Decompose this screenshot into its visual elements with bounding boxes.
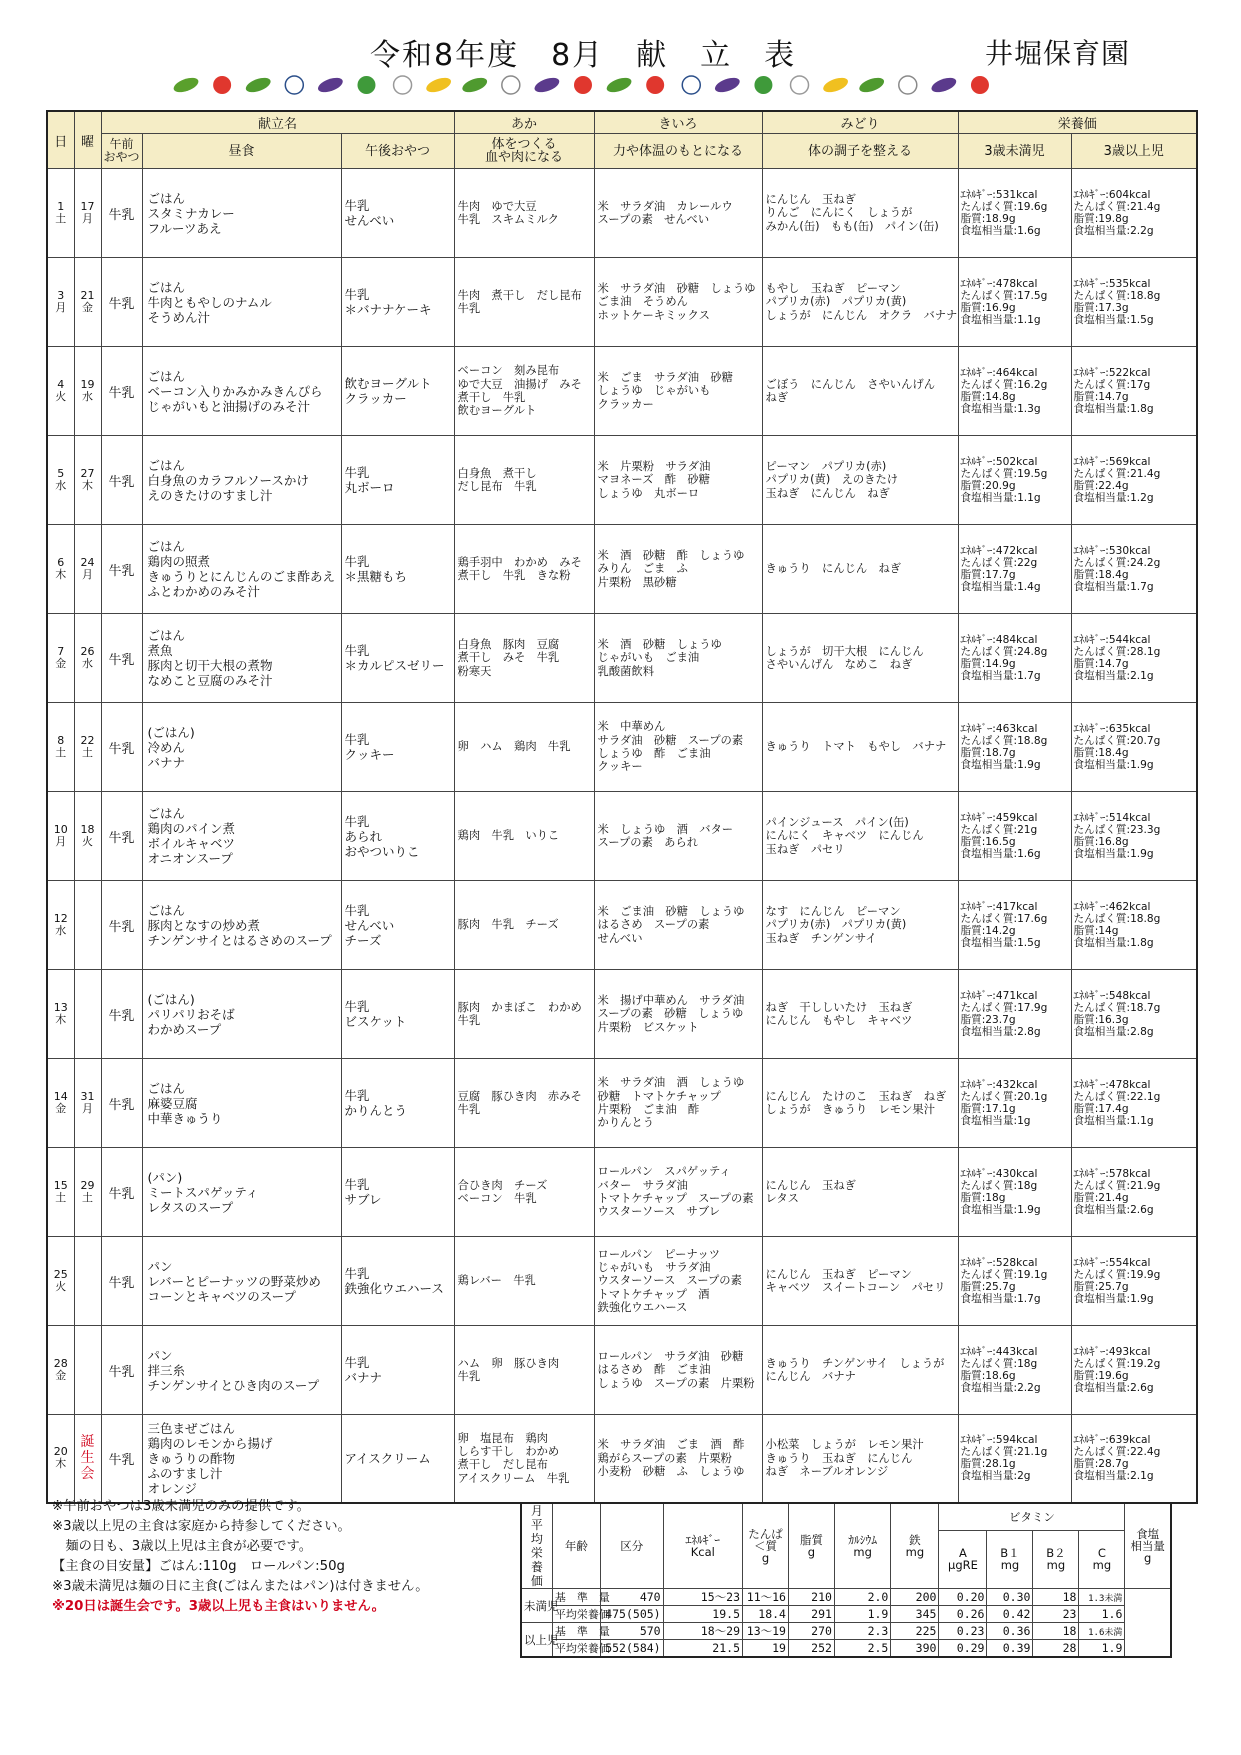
- day-cell: 28 金: [47, 1326, 74, 1415]
- nutrition-value-b1: 0.23: [939, 1623, 987, 1640]
- nutrition-value-ca: 291: [788, 1606, 834, 1623]
- nutrition-value-b2: 0.42: [987, 1606, 1033, 1623]
- nutrition-value-fe: 2.5: [834, 1640, 890, 1658]
- nutrition-header-energy: ｴﾈﾙｷﾞｰ Kcal: [663, 1503, 742, 1589]
- menu-row: [47, 1415, 1197, 1503]
- menu-row: [47, 1326, 1197, 1415]
- header-menu-name: 献立名: [101, 111, 454, 134]
- morning-snack-cell: 牛乳: [101, 792, 142, 881]
- nutrition-row: [521, 1640, 1171, 1658]
- nutrition-value-fe: 2.0: [834, 1589, 890, 1606]
- school-name: 井堀保育園: [985, 37, 1131, 70]
- nutrition-header-age: 年齢: [552, 1503, 600, 1589]
- midori-cell: しょうが 切干大根 にんじん さやいんげん なめこ ねぎ: [762, 614, 958, 703]
- aka-cell: ハム 卵 豚ひき肉 牛乳: [454, 1326, 594, 1415]
- menu-row: [47, 436, 1197, 525]
- decoration-strip: [168, 74, 998, 96]
- header-kiiro: きいろ: [594, 111, 762, 134]
- day-cell: 13 木: [47, 970, 74, 1059]
- afternoon-snack-cell: 牛乳 丸ボーロ: [341, 436, 454, 525]
- nutrition-over3-cell: ｴﾈﾙｷﾞｰ:548kcal たんぱく質:18.7g 脂質:16.3g 食塩相当量:2.8g: [1071, 970, 1197, 1059]
- nutrition-over3-cell: ｴﾈﾙｷﾞｰ:493kcal たんぱく質:19.2g 脂質:19.6g 食塩相当量:2.6g: [1071, 1326, 1197, 1415]
- menu-row: [47, 970, 1197, 1059]
- nutrition-value-c: 18: [1033, 1623, 1079, 1640]
- nutrition-value-fat: 13～19: [743, 1623, 789, 1640]
- nutrition-over3-cell: ｴﾈﾙｷﾞｰ:530kcal たんぱく質:24.2g 脂質:18.4g 食塩相当量:1.7g: [1071, 525, 1197, 614]
- penguin-icon: [285, 76, 303, 94]
- nutrition-value-fat: 19: [743, 1640, 789, 1658]
- afternoon-snack-cell: 牛乳 ＊バナナケーキ: [341, 258, 454, 347]
- eggplant-icon: [533, 75, 562, 95]
- nutrition-value-c: 23: [1033, 1606, 1079, 1623]
- morning-snack-cell: 牛乳: [101, 436, 142, 525]
- monthly-nutrition-table: [520, 1502, 1172, 1658]
- afternoon-snack-cell: 牛乳 せんべい: [341, 169, 454, 258]
- lunch-cell: ごはん 豚肉となすの炒め煮 チンゲンサイとはるさめのスープ: [142, 881, 341, 970]
- header-day: 日: [47, 111, 74, 169]
- midori-cell: にんじん 玉ねぎ ピーマン キャベツ スイートコーン パセリ: [762, 1237, 958, 1326]
- nutrition-under3-cell: ｴﾈﾙｷﾞｰ:464kcal たんぱく質:16.2g 脂質:14.8g 食塩相当量:1.3g: [958, 347, 1071, 436]
- nutrition-value-fe: 1.9: [834, 1606, 890, 1623]
- nutrition-header-vitamin-c: C mg: [1079, 1530, 1125, 1588]
- pepper-icon: [754, 76, 772, 94]
- morning-snack-cell: 牛乳: [101, 347, 142, 436]
- kiiro-cell: 米 酒 砂糖 しょうゆ じゃがいも ごま油 乳酸菌飲料: [594, 614, 762, 703]
- nutrition-over3-cell: ｴﾈﾙｷﾞｰ:604kcal たんぱく質:21.4g 脂質:19.8g 食塩相当量:2.2g: [1071, 169, 1197, 258]
- aka-cell: 鶏手羽中 わかめ みそ 煮干し 牛乳 きな粉: [454, 525, 594, 614]
- midori-cell: きゅうり チンゲンサイ しょうが にんじん バナナ: [762, 1326, 958, 1415]
- weekday-cell: 18 火: [74, 792, 101, 881]
- aka-cell: 卵 塩昆布 鶏肉 しらす干し わかめ 煮干し だし昆布 アイスクリーム 牛乳: [454, 1415, 594, 1503]
- nutrition-under3-cell: ｴﾈﾙｷﾞｰ:502kcal たんぱく質:19.5g 脂質:20.9g 食塩相当量:1.1g: [958, 436, 1071, 525]
- nutrition-value-c: 18: [1033, 1589, 1079, 1606]
- eggplant-icon: [316, 75, 345, 95]
- mouse-icon: [899, 76, 917, 94]
- midori-cell: にんじん 玉ねぎ りんご にんにく しょうが みかん(缶) もも(缶) パイン(缶): [762, 169, 958, 258]
- lunch-cell: ごはん スタミナカレー フルーツあえ: [142, 169, 341, 258]
- nutrition-kubun: 平均栄養価: [552, 1606, 600, 1623]
- afternoon-snack-cell: 牛乳 ＊カルピスゼリー: [341, 614, 454, 703]
- aka-cell: 豚肉 牛乳 チーズ: [454, 881, 594, 970]
- nutrition-row: [521, 1623, 1171, 1640]
- nutrition-header-vitamin: ビタミン: [939, 1503, 1125, 1530]
- tomato-icon: [574, 76, 592, 94]
- kiiro-cell: 米 サラダ油 砂糖 しょうゆ ごま油 そうめん ホットケーキミックス: [594, 258, 762, 347]
- morning-snack-cell: 牛乳: [101, 169, 142, 258]
- kiiro-cell: 米 ごま油 砂糖 しょうゆ はるさめ スープの素 せんべい: [594, 881, 762, 970]
- nutrition-value-ca: 252: [788, 1640, 834, 1658]
- nutrition-kubun: 基 準 量: [552, 1589, 600, 1606]
- lunch-cell: ごはん 麻婆豆腐 中華きゅうり: [142, 1059, 341, 1148]
- cucumber-icon: [857, 75, 886, 95]
- header-kiiro-sub: 力や体温のもとになる: [594, 134, 762, 169]
- nutrition-under3-cell: ｴﾈﾙｷﾞｰ:528kcal たんぱく質:19.1g 脂質:25.7g 食塩相当量:1.7g: [958, 1237, 1071, 1326]
- weekday-cell: [74, 970, 101, 1059]
- day-cell: 6 木: [47, 525, 74, 614]
- weekday-cell: 19 水: [74, 347, 101, 436]
- weekday-cell: 17 月: [74, 169, 101, 258]
- nutrition-under3-cell: ｴﾈﾙｷﾞｰ:484kcal たんぱく質:24.8g 脂質:14.9g 食塩相当量:1.7g: [958, 614, 1071, 703]
- morning-snack-cell: 牛乳: [101, 881, 142, 970]
- nutrition-value-b2: 0.39: [987, 1640, 1033, 1658]
- nutrition-value-protein: 15～23: [663, 1589, 742, 1606]
- header-midori-sub: 体の調子を整える: [762, 134, 958, 169]
- day-cell: 4 火: [47, 347, 74, 436]
- morning-snack-cell: 牛乳: [101, 1148, 142, 1237]
- afternoon-snack-cell: 牛乳 かりんとう: [341, 1059, 454, 1148]
- lunch-cell: ごはん 煮魚 豚肉と切干大根の煮物 なめこと豆腐のみそ汁: [142, 614, 341, 703]
- aka-cell: 鶏肉 牛乳 いりこ: [454, 792, 594, 881]
- weekday-cell: 29 土: [74, 1148, 101, 1237]
- note-line: ※午前おやつは3歳未満児のみの提供です。: [52, 1499, 310, 1514]
- nutrition-row: [521, 1589, 1171, 1606]
- pepper-icon: [357, 76, 375, 94]
- header-midori: みどり: [762, 111, 958, 134]
- weekday-cell: 24 月: [74, 525, 101, 614]
- weekday-cell: 22 土: [74, 703, 101, 792]
- day-cell: 8 土: [47, 703, 74, 792]
- aka-cell: 豚肉 かまぼこ わかめ 牛乳: [454, 970, 594, 1059]
- rabbit-icon: [791, 76, 809, 94]
- nutrition-value-fe: 2.3: [834, 1623, 890, 1640]
- kiiro-cell: ロールパン ピーナッツ じゃがいも サラダ油 ウスターソース スープの素 トマトケチャップ 酒 鉄強化ウエハース: [594, 1237, 762, 1326]
- morning-snack-cell: 牛乳: [101, 258, 142, 347]
- nutrition-value-b1: 0.20: [939, 1589, 987, 1606]
- aka-cell: 合ひき肉 チーズ ベーコン 牛乳: [454, 1148, 594, 1237]
- header-aka: あか: [454, 111, 594, 134]
- midori-cell: きゅうり トマト もやし バナナ: [762, 703, 958, 792]
- day-cell: 15 土: [47, 1148, 74, 1237]
- nutrition-value-b1: 0.29: [939, 1640, 987, 1658]
- weekday-cell: 26 水: [74, 614, 101, 703]
- nutrition-value-b1: 0.26: [939, 1606, 987, 1623]
- nutrition-under3-cell: ｴﾈﾙｷﾞｰ:594kcal たんぱく質:21.1g 脂質:28.1g 食塩相当量:2g: [958, 1415, 1071, 1503]
- nutrition-over3-cell: ｴﾈﾙｷﾞｰ:535kcal たんぱく質:18.8g 脂質:17.3g 食塩相当量:1.5g: [1071, 258, 1197, 347]
- morning-snack-cell: 牛乳: [101, 1059, 142, 1148]
- afternoon-snack-cell: 牛乳 ビスケット: [341, 970, 454, 1059]
- nutrition-over3-cell: ｴﾈﾙｷﾞｰ:544kcal たんぱく質:28.1g 脂質:14.7g 食塩相当量:2.1g: [1071, 614, 1197, 703]
- nutrition-under3-cell: ｴﾈﾙｷﾞｰ:472kcal たんぱく質:22g 脂質:17.7g 食塩相当量:1.4g: [958, 525, 1071, 614]
- menu-row: [47, 1148, 1197, 1237]
- nutrition-value-ca: 270: [788, 1623, 834, 1640]
- nutrition-age-group: 以上児: [521, 1623, 552, 1658]
- day-cell: 7 金: [47, 614, 74, 703]
- eggplant-icon: [930, 75, 959, 95]
- nutrition-over3-cell: ｴﾈﾙｷﾞｰ:639kcal たんぱく質:22.4g 脂質:28.7g 食塩相当量:2.1g: [1071, 1415, 1197, 1503]
- nutrition-under3-cell: ｴﾈﾙｷﾞｰ:417kcal たんぱく質:17.6g 脂質:14.2g 食塩相当量:1.5g: [958, 881, 1071, 970]
- menu-row: [47, 881, 1197, 970]
- nutrition-value-energy: 570: [600, 1623, 663, 1640]
- midori-cell: 小松菜 しょうが レモン果汁 きゅうり 玉ねぎ にんじん ねぎ ネーブルオレンジ: [762, 1415, 958, 1503]
- cucumber-icon: [460, 75, 489, 95]
- tomato-icon: [213, 76, 231, 94]
- notes: [52, 1497, 512, 1617]
- midori-cell: ごぼう にんじん さやいんげん ねぎ: [762, 347, 958, 436]
- lunch-cell: ごはん 鶏肉の照煮 きゅうりとにんじんのごま酢あえ ふとわかめのみそ汁: [142, 525, 341, 614]
- day-cell: 20 木: [47, 1415, 74, 1503]
- tomato-icon: [646, 76, 664, 94]
- rabbit-icon: [394, 76, 412, 94]
- nutrition-value-energy: 475(505): [600, 1606, 663, 1623]
- nutrition-value-salt: 1.3未満: [1079, 1589, 1125, 1606]
- weekday-cell: [74, 1326, 101, 1415]
- nutrition-header-calcium: ｶﾙｼｳﾑ mg: [834, 1503, 890, 1589]
- nutrition-over3-cell: ｴﾈﾙｷﾞｰ:635kcal たんぱく質:20.7g 脂質:18.4g 食塩相当量:1.9g: [1071, 703, 1197, 792]
- nutrition-value-a: 225: [891, 1623, 939, 1640]
- midori-cell: パインジュース パイン(缶) にんにく キャベツ にんじん 玉ねぎ パセリ: [762, 792, 958, 881]
- midori-cell: なす にんじん ピーマン パプリカ(赤) パプリカ(黄) 玉ねぎ チンゲンサイ: [762, 881, 958, 970]
- header-weekday: 曜: [74, 111, 101, 169]
- aka-cell: 白身魚 豚肉 豆腐 煮干し みそ 牛乳 粉寒天: [454, 614, 594, 703]
- nutrition-under3-cell: ｴﾈﾙｷﾞｰ:432kcal たんぱく質:20.1g 脂質:17.1g 食塩相当量:1g: [958, 1059, 1071, 1148]
- aka-cell: 鶏レバー 牛乳: [454, 1237, 594, 1326]
- page-title: 令和8年度 8月 献 立 表: [370, 38, 797, 73]
- nutrition-value-a: 200: [891, 1589, 939, 1606]
- nutrition-kubun: 基 準 量: [552, 1623, 600, 1640]
- nutrition-under3-cell: ｴﾈﾙｷﾞｰ:443kcal たんぱく質:18g 脂質:18.6g 食塩相当量:2.2g: [958, 1326, 1071, 1415]
- weekday-cell: 27 木: [74, 436, 101, 525]
- nutrition-header-protein: たんぱ ＜質 g: [743, 1503, 789, 1589]
- nutrition-under3-cell: ｴﾈﾙｷﾞｰ:471kcal たんぱく質:17.9g 脂質:23.7g 食塩相当量:2.8g: [958, 970, 1071, 1059]
- note-line: 【主食の目安量】ごはん:110g ロールパン:50g: [52, 1559, 345, 1574]
- weekday-cell: 31 月: [74, 1059, 101, 1148]
- afternoon-snack-cell: 牛乳 せんべい チーズ: [341, 881, 454, 970]
- morning-snack-cell: 牛乳: [101, 614, 142, 703]
- day-cell: 1 土: [47, 169, 74, 258]
- note-line: 麺の日も、3歳以上児は主食が必要です。: [52, 1539, 313, 1554]
- day-cell: 25 火: [47, 1237, 74, 1326]
- nutrition-title: 月 平 均 栄 養 価: [521, 1503, 552, 1589]
- nutrition-header-salt: 食塩 相当量 g: [1125, 1503, 1171, 1589]
- nutrition-value-energy: 552(584): [600, 1640, 663, 1658]
- aka-cell: 卵 ハム 鶏肉 牛乳: [454, 703, 594, 792]
- nutrition-over3-cell: ｴﾈﾙｷﾞｰ:522kcal たんぱく質:17g 脂質:14.7g 食塩相当量:1.8g: [1071, 347, 1197, 436]
- aka-cell: 白身魚 煮干し だし昆布 牛乳: [454, 436, 594, 525]
- afternoon-snack-cell: 牛乳 サブレ: [341, 1148, 454, 1237]
- aka-cell: 牛肉 煮干し だし昆布 牛乳: [454, 258, 594, 347]
- nutrition-value-fat: 18.4: [743, 1606, 789, 1623]
- nutrition-value-protein: 18～29: [663, 1623, 742, 1640]
- day-cell: 12 水: [47, 881, 74, 970]
- kiiro-cell: 米 片栗粉 サラダ油 マヨネーズ 酢 砂糖 しょうゆ 丸ボーロ: [594, 436, 762, 525]
- kiiro-cell: 米 酒 砂糖 酢 しょうゆ みりん ごま ふ 片栗粉 黒砂糖: [594, 525, 762, 614]
- tomato-icon: [971, 76, 989, 94]
- cucumber-icon: [605, 75, 634, 95]
- nutrition-value-energy: 470: [600, 1589, 663, 1606]
- lunch-cell: ごはん 鶏肉のパイン煮 ボイルキャベツ オニオンスープ: [142, 792, 341, 881]
- header-lunch: 昼食: [142, 134, 341, 169]
- nutrition-value-a: 345: [891, 1606, 939, 1623]
- nutrition-value-c: 28: [1033, 1640, 1079, 1658]
- menu-row: [47, 169, 1197, 258]
- nutrition-value-ca: 210: [788, 1589, 834, 1606]
- afternoon-snack-cell: 牛乳 ＊黒糖もち: [341, 525, 454, 614]
- nutrition-under3-cell: ｴﾈﾙｷﾞｰ:478kcal たんぱく質:17.5g 脂質:16.9g 食塩相当量:1.1g: [958, 258, 1071, 347]
- menu-row: [47, 525, 1197, 614]
- menu-row: [47, 1059, 1197, 1148]
- weekday-cell: [74, 881, 101, 970]
- menu-row: [47, 614, 1197, 703]
- header-over3: 3歳以上児: [1071, 134, 1197, 169]
- kiiro-cell: 米 しょうゆ 酒 バター スープの素 あられ: [594, 792, 762, 881]
- penguin-icon: [682, 76, 700, 94]
- afternoon-snack-cell: 牛乳 鉄強化ウエハース: [341, 1237, 454, 1326]
- nutrition-under3-cell: ｴﾈﾙｷﾞｰ:531kcal たんぱく質:19.6g 脂質:18.9g 食塩相当量:1.6g: [958, 169, 1071, 258]
- menu-row: [47, 792, 1197, 881]
- midori-cell: にんじん たけのこ 玉ねぎ ねぎ しょうが きゅうり レモン果汁: [762, 1059, 958, 1148]
- nutrition-value-fat: 11～16: [743, 1589, 789, 1606]
- lunch-cell: ごはん 牛肉ともやしのナムル そうめん汁: [142, 258, 341, 347]
- lunch-cell: パン 拌三糸 チンゲンサイとひき肉のスープ: [142, 1326, 341, 1415]
- nutrition-value-salt: 1.6: [1079, 1606, 1125, 1623]
- header-nutrition: 栄養価: [958, 111, 1197, 134]
- header-under3: 3歳未満児: [958, 134, 1071, 169]
- weekday-cell: [74, 1237, 101, 1326]
- morning-snack-cell: 牛乳: [101, 1326, 142, 1415]
- lunch-cell: ごはん 白身魚のカラフルソースかけ えのきたけのすまし汁: [142, 436, 341, 525]
- kiiro-cell: 米 サラダ油 ごま 酒 酢 鶏がらスープの素 片栗粉 小麦粉 砂糖 ふ しょうゆ: [594, 1415, 762, 1503]
- menu-row: [47, 703, 1197, 792]
- kiiro-cell: 米 サラダ油 カレールウ スープの素 せんべい: [594, 169, 762, 258]
- aka-cell: 牛肉 ゆで大豆 牛乳 スキムミルク: [454, 169, 594, 258]
- nutrition-under3-cell: ｴﾈﾙｷﾞｰ:463kcal たんぱく質:18.8g 脂質:18.7g 食塩相当量:1.9g: [958, 703, 1071, 792]
- nutrition-age-group: 未満児: [521, 1589, 552, 1623]
- nutrition-over3-cell: ｴﾈﾙｷﾞｰ:514kcal たんぱく質:23.3g 脂質:16.8g 食塩相当量:1.9g: [1071, 792, 1197, 881]
- note-line: ※3歳以上児の主食は家庭から持参してください。: [52, 1519, 351, 1534]
- corn-icon: [424, 75, 453, 95]
- nutrition-header-kubun: 区分: [600, 1503, 663, 1589]
- kiiro-cell: 米 中華めん サラダ油 砂糖 スープの素 しょうゆ 酢 ごま油 クッキー: [594, 703, 762, 792]
- afternoon-snack-cell: アイスクリーム: [341, 1415, 454, 1503]
- event-label: 誕 生 会: [74, 1415, 101, 1503]
- nutrition-value-b2: 0.30: [987, 1589, 1033, 1606]
- nutrition-over3-cell: ｴﾈﾙｷﾞｰ:554kcal たんぱく質:19.9g 脂質:25.7g 食塩相当量:1.9g: [1071, 1237, 1197, 1326]
- kiiro-cell: 米 揚げ中華めん サラダ油 スープの素 砂糖 しょうゆ 片栗粉 ビスケット: [594, 970, 762, 1059]
- nutrition-kubun: 平均栄養価: [552, 1640, 600, 1658]
- midori-cell: もやし 玉ねぎ ピーマン パプリカ(赤) パプリカ(黄) しょうが にんじん オクラ バナナ: [762, 258, 958, 347]
- nutrition-header-vitamin-b1: B１ mg: [987, 1530, 1033, 1588]
- nutrition-header-vitamin-b2: B２ mg: [1033, 1530, 1079, 1588]
- lunch-cell: 三色まぜごはん 鶏肉のレモンから揚げ きゅうりの酢物 ふのすまし汁 オレンジ: [142, 1415, 341, 1503]
- menu-row: [47, 347, 1197, 436]
- nutrition-row: [521, 1606, 1171, 1623]
- kiiro-cell: ロールパン スパゲッティ バター サラダ油 トマトケチャップ スープの素 ウスターソース サブレ: [594, 1148, 762, 1237]
- nutrition-header-vitamin-a: A μgRE: [939, 1530, 987, 1588]
- midori-cell: きゅうり にんじん ねぎ: [762, 525, 958, 614]
- note-line: ※3歳未満児は麺の日に主食(ごはんまたはパン)は付きません。: [52, 1579, 429, 1594]
- menu-row: [47, 1237, 1197, 1326]
- day-cell: 14 金: [47, 1059, 74, 1148]
- morning-snack-cell: 牛乳: [101, 525, 142, 614]
- midori-cell: ねぎ 干ししいたけ 玉ねぎ にんじん もやし キャベツ: [762, 970, 958, 1059]
- kiiro-cell: 米 サラダ油 酒 しょうゆ 砂糖 トマトケチャップ 片栗粉 ごま油 酢 かりんとう: [594, 1059, 762, 1148]
- header-aka-sub: 体をつくる 血や肉になる: [454, 134, 594, 169]
- nutrition-value-a: 390: [891, 1640, 939, 1658]
- morning-snack-cell: 牛乳: [101, 1237, 142, 1326]
- lunch-cell: パン レバーとピーナッツの野菜炒め コーンとキャベツのスープ: [142, 1237, 341, 1326]
- afternoon-snack-cell: 飲むヨーグルト クラッカー: [341, 347, 454, 436]
- morning-snack-cell: 牛乳: [101, 970, 142, 1059]
- afternoon-snack-cell: 牛乳 クッキー: [341, 703, 454, 792]
- lunch-cell: (パン) ミートスパゲッティ レタスのスープ: [142, 1148, 341, 1237]
- aka-cell: ベーコン 刻み昆布 ゆで大豆 油揚げ みそ 煮干し 牛乳 飲むヨーグルト: [454, 347, 594, 436]
- menu-table: [46, 110, 1198, 1504]
- midori-cell: ピーマン パプリカ(赤) パプリカ(黄) えのきたけ 玉ねぎ にんじん ねぎ: [762, 436, 958, 525]
- nutrition-under3-cell: ｴﾈﾙｷﾞｰ:459kcal たんぱく質:21g 脂質:16.5g 食塩相当量:1.6g: [958, 792, 1071, 881]
- nutrition-under3-cell: ｴﾈﾙｷﾞｰ:430kcal たんぱく質:18g 脂質:18g 食塩相当量:1.9g: [958, 1148, 1071, 1237]
- day-cell: 10 月: [47, 792, 74, 881]
- afternoon-snack-cell: 牛乳 バナナ: [341, 1326, 454, 1415]
- nutrition-value-salt: 1.6未満: [1079, 1623, 1125, 1640]
- nutrition-value-salt: 1.9: [1079, 1640, 1125, 1658]
- weekday-cell: 21 金: [74, 258, 101, 347]
- lunch-cell: (ごはん) 冷めん バナナ: [142, 703, 341, 792]
- nutrition-header-fat: 脂質 g: [788, 1503, 834, 1589]
- kiiro-cell: 米 ごま サラダ油 砂糖 しょうゆ じゃがいも クラッカー: [594, 347, 762, 436]
- aka-cell: 豆腐 豚ひき肉 赤みそ 牛乳: [454, 1059, 594, 1148]
- header-morning-snack: 午前 おやつ: [101, 134, 142, 169]
- note-birthday: ※20日は誕生会です。3歳以上児も主食はいりません。: [52, 1599, 385, 1614]
- day-cell: 5 水: [47, 436, 74, 525]
- header-afternoon-snack: 午後おやつ: [341, 134, 454, 169]
- day-cell: 3 月: [47, 258, 74, 347]
- nutrition-value-protein: 21.5: [663, 1640, 742, 1658]
- lunch-cell: (ごはん) パリパリおそば わかめスープ: [142, 970, 341, 1059]
- kiiro-cell: ロールパン サラダ油 砂糖 はるさめ 酢 ごま油 しょうゆ スープの素 片栗粉: [594, 1326, 762, 1415]
- corn-icon: [821, 75, 850, 95]
- morning-snack-cell: 牛乳: [101, 703, 142, 792]
- nutrition-over3-cell: ｴﾈﾙｷﾞｰ:569kcal たんぱく質:21.4g 脂質:22.4g 食塩相当量:1.2g: [1071, 436, 1197, 525]
- afternoon-snack-cell: 牛乳 あられ おやついりこ: [341, 792, 454, 881]
- menu-row: [47, 258, 1197, 347]
- nutrition-value-protein: 19.5: [663, 1606, 742, 1623]
- nutrition-value-b2: 0.36: [987, 1623, 1033, 1640]
- nutrition-header-iron: 鉄 mg: [891, 1503, 939, 1589]
- cucumber-icon: [244, 75, 273, 95]
- morning-snack-cell: 牛乳: [101, 1415, 142, 1503]
- nutrition-over3-cell: ｴﾈﾙｷﾞｰ:478kcal たんぱく質:22.1g 脂質:17.4g 食塩相当量:1.1g: [1071, 1059, 1197, 1148]
- mouse-icon: [502, 76, 520, 94]
- eggplant-icon: [713, 75, 742, 95]
- lunch-cell: ごはん ベーコン入りかみかみきんぴら じゃがいもと油揚げのみそ汁: [142, 347, 341, 436]
- leaf-icon: [172, 75, 201, 95]
- nutrition-over3-cell: ｴﾈﾙｷﾞｰ:462kcal たんぱく質:18.8g 脂質:14g 食塩相当量:1.8g: [1071, 881, 1197, 970]
- midori-cell: にんじん 玉ねぎ レタス: [762, 1148, 958, 1237]
- nutrition-over3-cell: ｴﾈﾙｷﾞｰ:578kcal たんぱく質:21.9g 脂質:21.4g 食塩相当量:2.6g: [1071, 1148, 1197, 1237]
